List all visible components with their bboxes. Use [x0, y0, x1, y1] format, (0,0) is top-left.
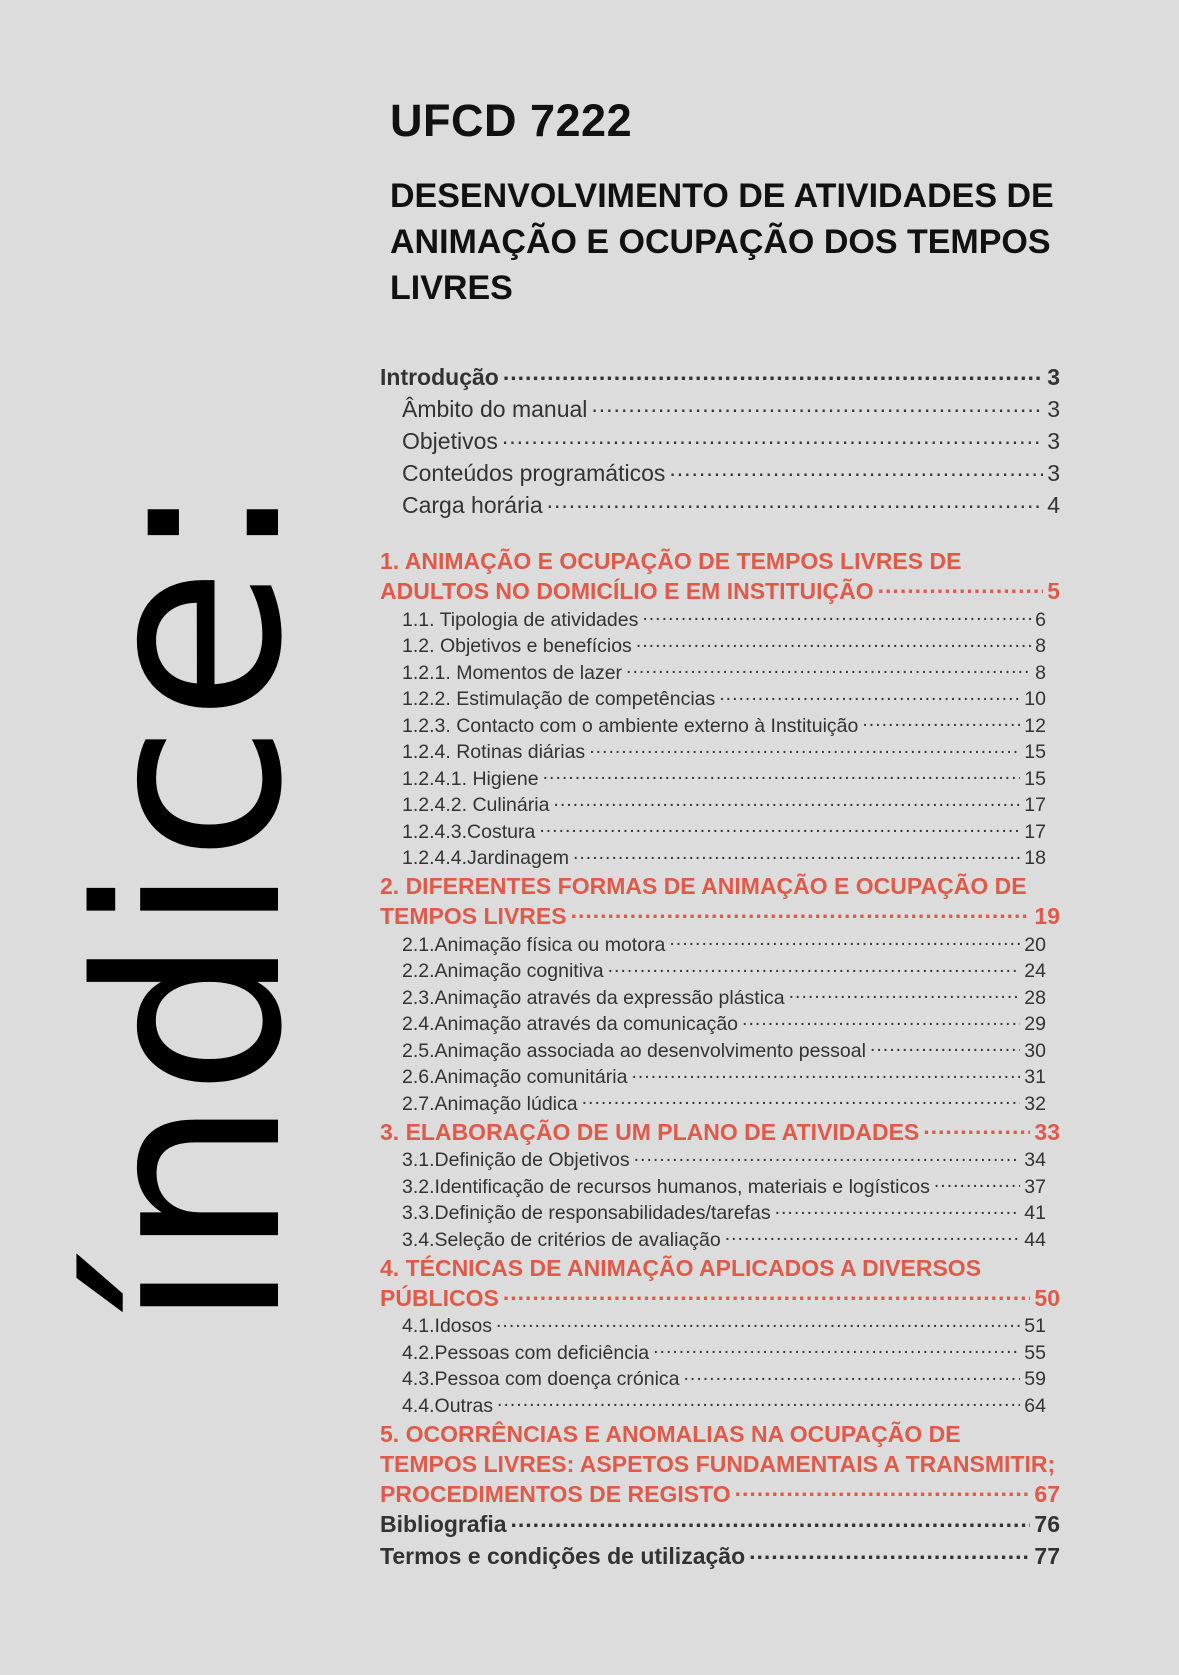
toc-page-number: 33	[1034, 1118, 1060, 1145]
toc-intro-item[interactable]	[380, 394, 1060, 426]
toc-entry-title: 2.3.Animação através da expressão plástica	[402, 986, 785, 1009]
dot-leader	[571, 901, 1031, 924]
toc-page-number: 28	[1024, 986, 1046, 1009]
toc-entry-title: 2.2.Animação cognitiva	[402, 960, 604, 982]
dot-leader	[502, 426, 1043, 449]
toc-entry-title: 2.6.Animação comunitária	[402, 1066, 628, 1088]
toc-chapter-title-line[interactable]: 1. ANIMAÇÃO E OCUPAÇÃO DE TEMPOS LIVRES DE	[380, 548, 962, 574]
dot-leader	[669, 931, 1020, 951]
dot-leader	[591, 394, 1043, 417]
toc-page-number: 44	[1024, 1228, 1046, 1251]
toc-page-number: 6	[1035, 608, 1046, 631]
toc-intro-item[interactable]	[380, 458, 1060, 490]
dot-leader	[511, 1509, 1031, 1532]
toc-entry-title: Introdução	[380, 364, 499, 390]
toc-entry-title: 1.2.4.1. Higiene	[402, 767, 539, 790]
toc-page-number: 30	[1024, 1039, 1046, 1062]
toc-subsection[interactable]	[380, 1064, 1046, 1091]
toc-page-number: 15	[1024, 741, 1046, 763]
toc-page-number: 77	[1034, 1542, 1060, 1569]
dot-leader	[626, 659, 1031, 679]
toc-subsection[interactable]	[380, 1011, 1046, 1038]
dot-leader	[725, 1226, 1021, 1246]
toc-subsection[interactable]	[380, 1090, 1046, 1117]
toc-subsection[interactable]	[380, 712, 1046, 739]
toc-chapter	[380, 1117, 1060, 1147]
dot-leader	[789, 984, 1021, 1004]
course-code: UFCD 7222	[390, 95, 633, 146]
toc-subsection[interactable]	[380, 1366, 1046, 1393]
dot-leader	[636, 633, 1031, 653]
dot-leader	[870, 1037, 1020, 1057]
toc-subsection[interactable]	[380, 765, 1046, 792]
dot-leader	[634, 1147, 1021, 1167]
dot-leader	[582, 1090, 1021, 1110]
toc-subsection[interactable]	[380, 686, 1046, 713]
toc-page-number: 8	[1035, 635, 1046, 657]
toc-subsection[interactable]	[380, 659, 1046, 686]
toc-page-number: 55	[1024, 1341, 1046, 1364]
toc-chapter-title-line[interactable]: 2. DIFERENTES FORMAS DE ANIMAÇÃO E OCUPAÇÃO DE	[380, 873, 1027, 899]
toc-chapter-title[interactable]	[380, 901, 1060, 931]
toc-subsection[interactable]	[380, 845, 1046, 872]
toc-entry-title: ADULTOS NO DOMICÍLIO E EM INSTITUIÇÃO	[380, 578, 874, 604]
toc-subsection[interactable]	[380, 818, 1046, 845]
toc-chapter	[380, 1253, 1060, 1313]
dot-leader	[719, 686, 1020, 706]
dot-leader	[573, 845, 1020, 865]
toc-page-number: 17	[1024, 794, 1046, 816]
dot-leader	[589, 739, 1020, 759]
toc-page-number: 4	[1047, 492, 1060, 518]
dot-leader	[543, 765, 1021, 785]
toc-subsection[interactable]	[380, 606, 1046, 633]
toc-subsection[interactable]	[380, 792, 1046, 819]
toc-entry-title: Objetivos	[402, 428, 498, 454]
toc-subsection[interactable]	[380, 1392, 1046, 1419]
toc-entry-title: 2.7.Animação lúdica	[402, 1092, 578, 1115]
dot-leader	[496, 1313, 1020, 1333]
toc-subsection[interactable]	[380, 931, 1046, 958]
toc-entry-title: 3. ELABORAÇÃO DE UM PLANO DE ATIVIDADES	[380, 1118, 920, 1145]
toc-subsection[interactable]	[380, 633, 1046, 660]
toc-entry-title: 3.1.Definição de Objetivos	[402, 1149, 630, 1171]
dot-leader	[503, 362, 1043, 385]
toc-entry-title: 1.2.4.2. Culinária	[402, 794, 550, 816]
dot-leader	[608, 958, 1021, 978]
toc-page-number: 51	[1024, 1315, 1046, 1337]
toc-page-number: 3	[1047, 364, 1060, 390]
toc-chapter-title-line[interactable]: 5. OCORRÊNCIAS E ANOMALIAS NA OCUPAÇÃO DE	[380, 1420, 961, 1447]
toc-page-number: 5	[1047, 578, 1060, 604]
toc-entry-title: 1.2.4. Rotinas diárias	[402, 741, 586, 763]
toc-entry-title: 1.2.4.4.Jardinagem	[402, 847, 569, 869]
dot-leader	[878, 576, 1044, 599]
toc-page-number: 41	[1024, 1202, 1046, 1224]
toc-subsection[interactable]	[380, 1147, 1046, 1174]
dot-leader	[497, 1392, 1020, 1412]
toc-entry-title: 4.4.Outras	[402, 1394, 494, 1417]
toc-intro-heading[interactable]	[380, 362, 1060, 394]
toc-subsection[interactable]	[380, 1313, 1046, 1340]
toc-entry-title: 2.5.Animação associada ao desenvolvimento pessoal	[402, 1039, 866, 1062]
toc-page-number: 3	[1047, 396, 1060, 422]
toc-page-number: 32	[1024, 1092, 1046, 1115]
toc-page-number: 19	[1034, 903, 1060, 929]
toc-subsection[interactable]	[380, 1339, 1046, 1366]
toc-page-number: 29	[1024, 1013, 1046, 1035]
toc-subsection[interactable]	[380, 984, 1046, 1011]
toc-page-number: 64	[1024, 1394, 1046, 1417]
toc-page-number: 37	[1024, 1175, 1046, 1198]
toc-entry-title: PROCEDIMENTOS DE REGISTO	[380, 1480, 731, 1507]
dot-leader	[742, 1011, 1020, 1031]
toc-entry-title: 2.1.Animação física ou motora	[402, 933, 666, 956]
toc-chapter-title-line[interactable]: TEMPOS LIVRES: ASPETOS FUNDAMENTAIS A TRANSMITIR;	[380, 1450, 1056, 1477]
toc-page-number: 12	[1024, 714, 1046, 737]
toc-subsection[interactable]	[380, 1200, 1046, 1227]
toc-entry-title: 1.2. Objetivos e benefícios	[402, 635, 632, 657]
toc-entry-title: 3.4.Seleção de critérios de avaliação	[402, 1228, 721, 1251]
toc-chapter	[380, 1419, 1060, 1509]
dot-leader	[749, 1541, 1030, 1564]
toc-chapter	[380, 546, 1060, 606]
toc-page-number: 10	[1024, 688, 1046, 710]
toc-page-number: 31	[1024, 1066, 1046, 1088]
toc-chapter-title[interactable]	[380, 576, 1060, 606]
toc-subsection[interactable]	[380, 958, 1046, 985]
toc-page-number: 50	[1034, 1284, 1060, 1311]
dot-leader	[553, 792, 1020, 812]
toc-entry-title: 1.1. Tipologia de atividades	[402, 608, 639, 631]
toc-page-number: 17	[1024, 820, 1046, 843]
document-header	[390, 95, 1110, 311]
toc-entry-title: 4.2.Pessoas com deficiência	[402, 1341, 650, 1364]
toc-page-number: 67	[1034, 1480, 1060, 1507]
toc-chapter-title[interactable]	[380, 1117, 1060, 1147]
toc-entry-title: 4.3.Pessoa com doença crónica	[402, 1368, 680, 1390]
dot-leader	[642, 606, 1031, 626]
toc-entry-title: PÚBLICOS	[380, 1284, 499, 1311]
toc-intro-item[interactable]	[380, 490, 1060, 522]
toc-page-number: 8	[1035, 661, 1046, 684]
dot-leader	[503, 1283, 1031, 1306]
toc-end-item[interactable]	[380, 1509, 1060, 1541]
toc-subsection[interactable]	[380, 1173, 1046, 1200]
dot-leader	[684, 1366, 1021, 1386]
index-vertical-title: índice:	[45, 477, 338, 1330]
toc-page-number: 24	[1024, 960, 1046, 982]
toc-page-number: 76	[1034, 1510, 1060, 1537]
toc-entry-title: Carga horária	[402, 492, 543, 518]
toc-intro-item[interactable]	[380, 426, 1060, 458]
dot-leader	[934, 1173, 1020, 1193]
toc-entry-title: 3.3.Definição de responsabilidades/tarefas	[402, 1202, 771, 1224]
toc-page-number: 18	[1024, 847, 1046, 869]
toc-entry-title: TEMPOS LIVRES	[380, 903, 567, 929]
spacer	[380, 522, 1060, 546]
dot-leader	[862, 712, 1020, 732]
toc-entry-title: 2.4.Animação através da comunicação	[402, 1013, 739, 1035]
dot-leader	[631, 1064, 1020, 1084]
toc-subsection[interactable]	[380, 1037, 1046, 1064]
dot-leader	[923, 1117, 1030, 1140]
toc-subsection[interactable]	[380, 739, 1046, 766]
toc-chapter-title[interactable]	[380, 1283, 1060, 1313]
toc-entry-title: 1.2.3. Contacto com o ambiente externo à Instituição	[402, 714, 859, 737]
toc-page-number: 59	[1024, 1368, 1046, 1390]
toc-chapter-title-line[interactable]: 4. TÉCNICAS DE ANIMAÇÃO APLICADOS A DIVERSOS	[380, 1254, 982, 1281]
toc-entry-title: Bibliografia	[380, 1510, 507, 1537]
table-of-contents	[380, 362, 1060, 1573]
toc-entry-title: 1.2.4.3.Costura	[402, 820, 536, 843]
toc-end-item[interactable]	[380, 1541, 1060, 1573]
toc-entry-title: 1.2.2. Estimulação de competências	[402, 688, 716, 710]
toc-entry-title: Conteúdos programáticos	[402, 460, 666, 486]
toc-page-number: 20	[1024, 933, 1046, 956]
dot-leader	[547, 490, 1044, 513]
toc-chapter-title[interactable]	[380, 1479, 1060, 1509]
toc-entry-title: Termos e condições de utilização	[380, 1542, 746, 1569]
dot-leader	[669, 458, 1043, 481]
toc-entry-title: 4.1.Idosos	[402, 1315, 492, 1337]
toc-chapter	[380, 871, 1060, 931]
course-title: DESENVOLVIMENTO DE ATIVIDADES DE ANIMAÇÃO E OCUPAÇÃO DOS TEMPOS LIVRES	[390, 177, 1054, 307]
toc-page-number: 3	[1047, 428, 1060, 454]
toc-page-number: 3	[1047, 460, 1060, 486]
dot-leader	[775, 1200, 1021, 1220]
dot-leader	[735, 1479, 1031, 1502]
toc-page-number: 34	[1024, 1149, 1046, 1171]
toc-subsection[interactable]	[380, 1226, 1046, 1253]
toc-entry-title: Âmbito do manual	[402, 396, 588, 422]
toc-page-number: 15	[1024, 767, 1046, 790]
dot-leader	[539, 818, 1020, 838]
toc-entry-title: 3.2.Identificação de recursos humanos, materiais e logísticos	[402, 1175, 930, 1198]
toc-entry-title: 1.2.1. Momentos de lazer	[402, 661, 623, 684]
dot-leader	[653, 1339, 1020, 1359]
